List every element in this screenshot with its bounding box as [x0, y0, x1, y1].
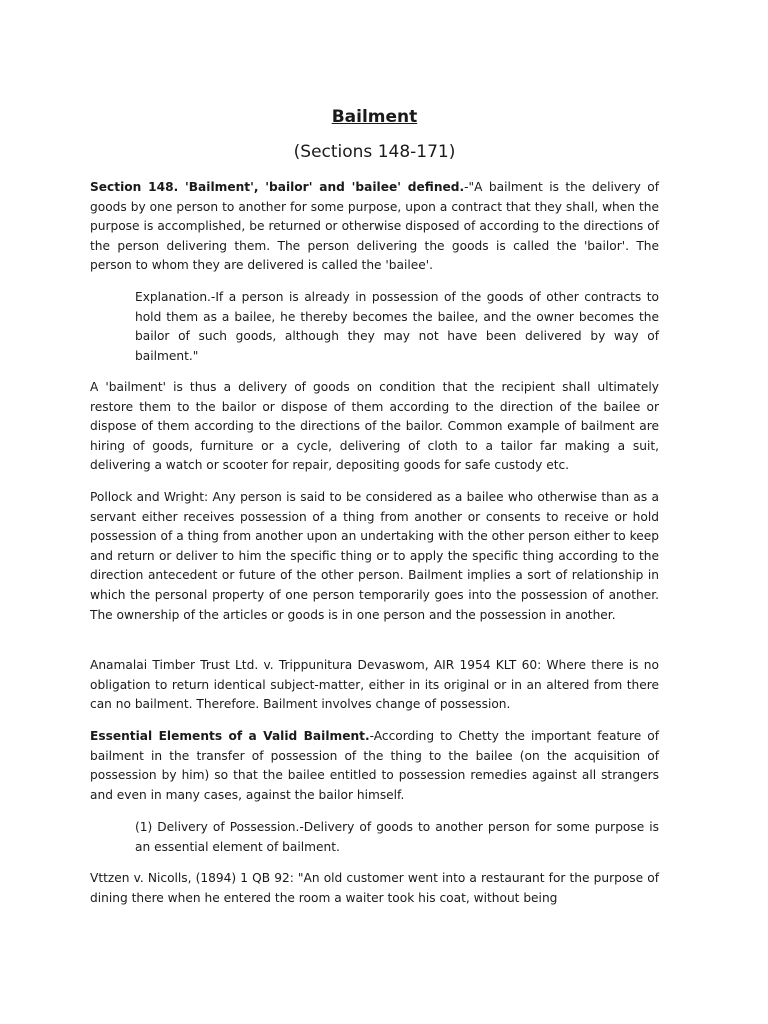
paragraph-text: -"A bailment is the delivery of goods by one person to another for some purpose, upon a contract that they shall, when the purpose is accomplished, be returned or otherwise disposed of according to the directions of the person delivering them. The person delivering the goods is called the 'bailor'. The person to whom they are delivered is called the 'bailee'.	[90, 180, 659, 273]
page-subtitle: (Sections 148-171)	[293, 142, 456, 162]
paragraph-case-vttzen: Vttzen v. Nicolls, (1894) 1 QB 92: "An old customer went into a restaurant for the purpose of dining there when he entered the room a waiter took his coat, without being	[90, 871, 659, 905]
page-title: Bailment	[331, 107, 418, 127]
paragraph-bailment-definition: A 'bailment' is thus a delivery of goods on condition that the recipient shall ultimately restore them to the bailor or dispose of them according to the direction of the bailee or dispose of them according to the directions of the bailor. Common example of bailment are hiring of goods, furniture or a cycle, delivering of cloth to a tailor far making a suit, delivering a watch or scooter for repair, depositing goods for safe custody etc.	[90, 380, 659, 473]
section-heading: Essential Elements of a Valid Bailment.	[90, 729, 370, 743]
paragraph-case-anamalai: Anamalai Timber Trust Ltd. v. Trippunitura Devaswom, AIR 1954 KLT 60: Where there is no obligation to return identical subject-matter, either in its original or in an altered from there can no bailment. Therefore. Bailment involves change of possession.	[90, 658, 659, 712]
paragraph-section-148	[90, 178, 659, 276]
section-heading: Section 148. 'Bailment', 'bailor' and 'bailee' defined.	[90, 180, 465, 194]
paragraph-text: -According to Chetty the important feature of bailment in the transfer of possession of the thing to the bailee (on the acquisition of possession by him) so that the bailee entitled to possession remedies against all strangers and even in many cases, against the bailor himself.	[90, 729, 659, 802]
paragraph-pollock-wright: Pollock and Wright: Any person is said to be considered as a bailee who otherwise than as a servant either receives possession of a thing from another or consents to receive or hold possession of a thing from another upon an undertaking with the other person either to keep and return or deliver to him the specific thing or to apply the specific thing according to the direction antecedent or future of the other person. Bailment implies a sort of relationship in which the personal property of one person temporarily goes into the possession of another. The ownership of the articles or goods is in one person and the possession in another.	[90, 490, 659, 622]
paragraph-essential-elements	[90, 727, 659, 805]
paragraph-delivery-of-possession: (1) Delivery of Possession.-Delivery of goods to another person for some purpose is an essential element of bailment.	[135, 820, 659, 854]
explanation-paragraph: Explanation.-If a person is already in possession of the goods of other contracts to hold them as a bailee, he thereby becomes the bailee, and the owner becomes the bailor of such goods, although they may not have been delivered by way of bailment."	[135, 290, 659, 363]
